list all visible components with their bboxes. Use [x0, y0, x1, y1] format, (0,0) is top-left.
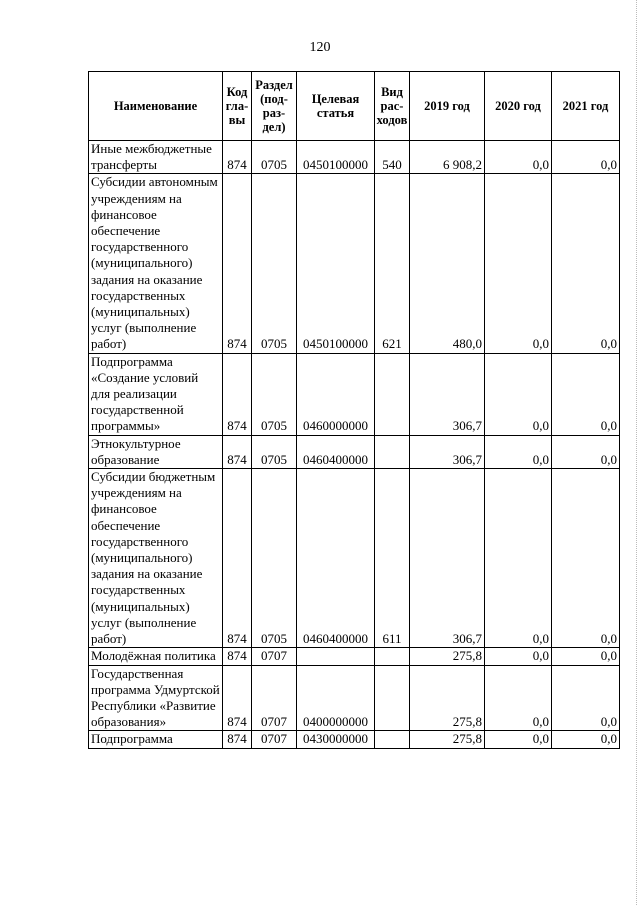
table-row [89, 731, 620, 748]
row-2020: 0,0 [485, 469, 552, 648]
row-name: Молодёжная политика [89, 648, 223, 665]
row-type: 621 [375, 174, 410, 353]
table-row [89, 353, 620, 435]
row-type [375, 665, 410, 731]
header-section: Раздел (под-раз-дел) [252, 72, 297, 141]
row-2020: 0,0 [485, 731, 552, 748]
row-name: Иные межбюджетные трансферты [89, 141, 223, 174]
row-2019: 480,0 [410, 174, 485, 353]
row-name: Подпрограмма «Создание условий для реализации государственной программы» [89, 353, 223, 435]
row-section: 0707 [252, 731, 297, 748]
row-code: 874 [223, 141, 252, 174]
row-name: Субсидии автономным учреждениям на финансовое обеспечение государственного (муниципального) задания на оказание государственных (муниципальных) услуг (выполнение работ) [89, 174, 223, 353]
row-2021: 0,0 [552, 141, 620, 174]
row-code: 874 [223, 665, 252, 731]
row-2021: 0,0 [552, 435, 620, 468]
header-name: Наименование [89, 72, 223, 141]
row-section: 0705 [252, 353, 297, 435]
page-number: 120 [309, 40, 331, 55]
row-2020: 0,0 [485, 353, 552, 435]
row-2020: 0,0 [485, 435, 552, 468]
table-row [89, 469, 620, 648]
row-2021: 0,0 [552, 174, 620, 353]
row-2019: 306,7 [410, 435, 485, 468]
table-row [89, 141, 620, 174]
row-code: 874 [223, 174, 252, 353]
header-2021: 2021 год [552, 72, 620, 141]
header-type: Вид рас-ходов [375, 72, 410, 141]
budget-table [88, 71, 620, 749]
row-section: 0705 [252, 141, 297, 174]
row-2019: 306,7 [410, 469, 485, 648]
row-target: 0460000000 [297, 353, 375, 435]
row-target: 0460400000 [297, 469, 375, 648]
row-target: 0400000000 [297, 665, 375, 731]
row-type [375, 353, 410, 435]
row-2019: 306,7 [410, 353, 485, 435]
scan-margin-line [635, 0, 637, 905]
row-code: 874 [223, 469, 252, 648]
row-target [297, 648, 375, 665]
row-code: 874 [223, 353, 252, 435]
row-code: 874 [223, 435, 252, 468]
header-2019: 2019 год [410, 72, 485, 141]
row-type: 611 [375, 469, 410, 648]
row-name: Государственная программа Удмуртской Республики «Развитие образования» [89, 665, 223, 731]
row-target: 0460400000 [297, 435, 375, 468]
row-type [375, 435, 410, 468]
row-2021: 0,0 [552, 648, 620, 665]
row-2020: 0,0 [485, 665, 552, 731]
table-row [89, 435, 620, 468]
row-type: 540 [375, 141, 410, 174]
row-type [375, 648, 410, 665]
row-target: 0450100000 [297, 174, 375, 353]
row-name: Этнокультурное образование [89, 435, 223, 468]
row-name: Подпрограмма [89, 731, 223, 748]
row-2019: 275,8 [410, 731, 485, 748]
row-section: 0705 [252, 469, 297, 648]
row-2019: 275,8 [410, 665, 485, 731]
row-section: 0707 [252, 665, 297, 731]
header-row [89, 72, 620, 141]
row-type [375, 731, 410, 748]
row-2019: 275,8 [410, 648, 485, 665]
row-2021: 0,0 [552, 469, 620, 648]
header-2020: 2020 год [485, 72, 552, 141]
row-section: 0705 [252, 174, 297, 353]
header-target: Целевая статья [297, 72, 375, 141]
row-target: 0450100000 [297, 141, 375, 174]
row-section: 0707 [252, 648, 297, 665]
row-2021: 0,0 [552, 731, 620, 748]
table-row [89, 648, 620, 665]
row-2019: 6 908,2 [410, 141, 485, 174]
row-2020: 0,0 [485, 648, 552, 665]
row-section: 0705 [252, 435, 297, 468]
row-code: 874 [223, 648, 252, 665]
row-code: 874 [223, 731, 252, 748]
header-code: Код гла-вы [223, 72, 252, 141]
row-2020: 0,0 [485, 174, 552, 353]
row-2021: 0,0 [552, 665, 620, 731]
row-2020: 0,0 [485, 141, 552, 174]
table-row [89, 665, 620, 731]
row-target: 0430000000 [297, 731, 375, 748]
row-name: Субсидии бюджетным учреждениям на финансовое обеспечение государственного (муниципального) задания на оказание государственных (муниципальных) услуг (выполнение работ) [89, 469, 223, 648]
table-row [89, 174, 620, 353]
row-2021: 0,0 [552, 353, 620, 435]
